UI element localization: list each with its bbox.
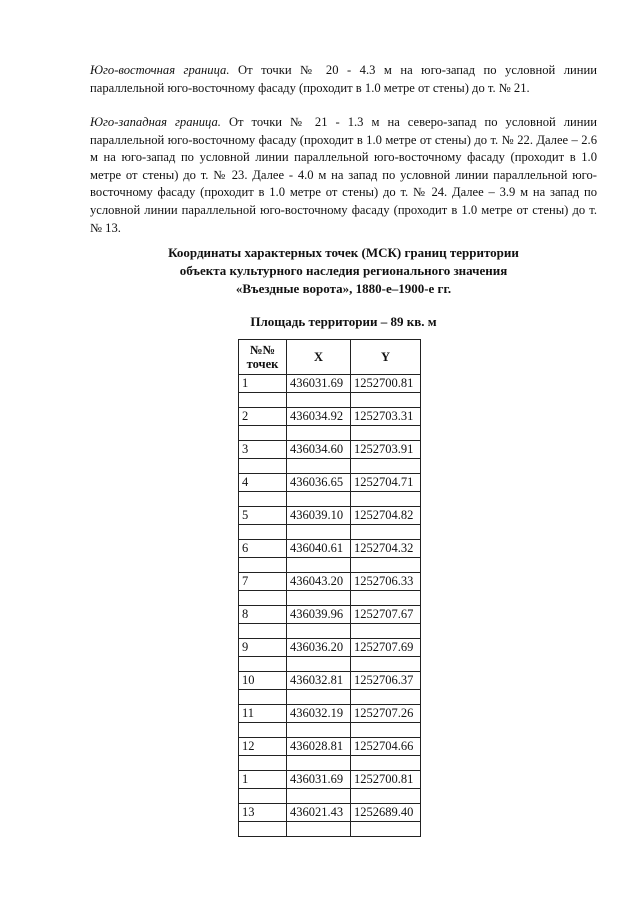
empty-cell — [239, 756, 287, 771]
table-spacer-row — [239, 624, 421, 639]
point-number-cell: 1 — [239, 375, 287, 393]
point-number-cell: 1 — [239, 771, 287, 789]
table-spacer-row — [239, 393, 421, 408]
empty-cell — [351, 426, 421, 441]
empty-cell — [351, 822, 421, 837]
empty-cell — [239, 558, 287, 573]
coordinates-title-line-1: Координаты характерных точек (МСК) границ территории — [168, 245, 519, 260]
x-coordinate-cell: 436031.69 — [287, 771, 351, 789]
y-coordinate-cell: 1252707.26 — [351, 705, 421, 723]
empty-cell — [287, 690, 351, 705]
southeast-boundary-lead: Юго-восточная граница. — [90, 63, 230, 77]
empty-cell — [351, 756, 421, 771]
table-spacer-row — [239, 525, 421, 540]
x-coordinate-cell: 436034.92 — [287, 408, 351, 426]
empty-cell — [239, 492, 287, 507]
table-row — [239, 408, 421, 426]
empty-cell — [287, 624, 351, 639]
southeast-boundary-paragraph — [90, 62, 597, 97]
x-coordinate-cell: 436021.43 — [287, 804, 351, 822]
y-coordinate-cell: 1252704.82 — [351, 507, 421, 525]
point-number-cell: 4 — [239, 474, 287, 492]
table-row — [239, 507, 421, 525]
point-number-cell: 11 — [239, 705, 287, 723]
table-row — [239, 540, 421, 558]
table-header-row — [239, 340, 421, 375]
empty-cell — [239, 459, 287, 474]
table-row — [239, 474, 421, 492]
empty-cell — [239, 657, 287, 672]
table-row — [239, 606, 421, 624]
y-coordinate-cell: 1252703.31 — [351, 408, 421, 426]
point-number-cell: 2 — [239, 408, 287, 426]
point-number-cell: 6 — [239, 540, 287, 558]
point-number-cell: 8 — [239, 606, 287, 624]
point-number-cell: 5 — [239, 507, 287, 525]
table-spacer-row — [239, 591, 421, 606]
x-coordinate-cell: 436040.61 — [287, 540, 351, 558]
coordinates-table — [238, 339, 421, 837]
table-spacer-row — [239, 756, 421, 771]
point-number-cell: 7 — [239, 573, 287, 591]
y-coordinate-cell: 1252703.91 — [351, 441, 421, 459]
empty-cell — [351, 624, 421, 639]
empty-cell — [287, 789, 351, 804]
empty-cell — [239, 723, 287, 738]
southwest-boundary-lead: Юго-западная граница. — [90, 115, 221, 129]
empty-cell — [239, 591, 287, 606]
x-coordinate-cell: 436039.10 — [287, 507, 351, 525]
y-coordinate-cell: 1252704.71 — [351, 474, 421, 492]
y-coordinate-cell: 1252707.67 — [351, 606, 421, 624]
table-spacer-row — [239, 459, 421, 474]
x-coordinate-cell: 436034.60 — [287, 441, 351, 459]
x-coordinate-cell: 436032.81 — [287, 672, 351, 690]
coordinates-title-line-3: «Въездные ворота», 1880-е–1900-е гг. — [235, 281, 452, 296]
point-number-cell: 3 — [239, 441, 287, 459]
x-coordinate-cell: 436043.20 — [287, 573, 351, 591]
x-coordinate-cell: 436036.65 — [287, 474, 351, 492]
empty-cell — [239, 393, 287, 408]
empty-cell — [287, 558, 351, 573]
empty-cell — [239, 426, 287, 441]
empty-cell — [351, 723, 421, 738]
empty-cell — [287, 756, 351, 771]
empty-cell — [287, 426, 351, 441]
table-spacer-row — [239, 657, 421, 672]
y-coordinate-cell: 1252704.66 — [351, 738, 421, 756]
x-coordinate-cell: 436032.19 — [287, 705, 351, 723]
empty-cell — [287, 525, 351, 540]
x-coordinate-cell: 436036.20 — [287, 639, 351, 657]
empty-cell — [351, 393, 421, 408]
table-spacer-row — [239, 822, 421, 837]
header-point-number — [239, 340, 287, 375]
table-row — [239, 573, 421, 591]
table-spacer-row — [239, 426, 421, 441]
southwest-boundary-text: От точки № 21 - 1.3 м на северо-запад по условной линии параллельной юго-восточному фасаду (проходит в 1.0 метре от стены) до т. № 22. Далее – 2.6 м на юго-запад по условной линии параллельной юго-восточному фасаду (проходит в 1.0 метре от стены) до т. № 23. Далее - 4.0 м на запад по условной линии параллельной юго-восточному фасаду (проходит в 1.0 метре от стены) до т. № 24. Далее – 3.9 м на запад по условной линии параллельной юго-восточному фасаду (проходит в 1.0 метре от стены) до т. № 13. — [90, 115, 597, 235]
table-row — [239, 639, 421, 657]
table-row — [239, 672, 421, 690]
empty-cell — [239, 624, 287, 639]
point-number-cell: 13 — [239, 804, 287, 822]
empty-cell — [239, 822, 287, 837]
point-number-cell: 12 — [239, 738, 287, 756]
empty-cell — [287, 657, 351, 672]
empty-cell — [351, 789, 421, 804]
empty-cell — [351, 657, 421, 672]
table-row — [239, 771, 421, 789]
southeast-boundary-text: От точки № 20 - 4.3 м на юго-запад по условной линии параллельной юго-восточному фасаду (проходит в 1.0 метре от стены) до т. № 21. — [90, 63, 597, 95]
empty-cell — [239, 690, 287, 705]
empty-cell — [351, 558, 421, 573]
table-row — [239, 804, 421, 822]
x-coordinate-cell: 436031.69 — [287, 375, 351, 393]
table-spacer-row — [239, 492, 421, 507]
empty-cell — [287, 492, 351, 507]
territory-area: Площадь территории – 89 кв. м — [250, 314, 437, 329]
table-spacer-row — [239, 558, 421, 573]
empty-cell — [287, 393, 351, 408]
table-row — [239, 375, 421, 393]
empty-cell — [287, 723, 351, 738]
table-spacer-row — [239, 723, 421, 738]
y-coordinate-cell: 1252700.81 — [351, 771, 421, 789]
x-coordinate-cell: 436039.96 — [287, 606, 351, 624]
y-coordinate-cell: 1252689.40 — [351, 804, 421, 822]
table-row — [239, 705, 421, 723]
table-spacer-row — [239, 789, 421, 804]
y-coordinate-cell: 1252706.33 — [351, 573, 421, 591]
empty-cell — [239, 789, 287, 804]
empty-cell — [287, 822, 351, 837]
empty-cell — [351, 492, 421, 507]
y-coordinate-cell: 1252707.69 — [351, 639, 421, 657]
point-number-cell: 10 — [239, 672, 287, 690]
header-x: X — [287, 340, 351, 375]
coordinates-title-line-2: объекта культурного наследия регионального значения — [179, 263, 508, 278]
empty-cell — [287, 459, 351, 474]
point-number-cell: 9 — [239, 639, 287, 657]
empty-cell — [351, 459, 421, 474]
header-point-number-line-1: №№ — [249, 343, 276, 357]
table-row — [239, 738, 421, 756]
empty-cell — [239, 525, 287, 540]
header-y: Y — [351, 340, 421, 375]
empty-cell — [287, 591, 351, 606]
table-row — [239, 441, 421, 459]
southwest-boundary-paragraph — [90, 114, 597, 237]
empty-cell — [351, 525, 421, 540]
empty-cell — [351, 690, 421, 705]
y-coordinate-cell: 1252706.37 — [351, 672, 421, 690]
y-coordinate-cell: 1252700.81 — [351, 375, 421, 393]
header-point-number-line-2: точек — [246, 357, 279, 371]
empty-cell — [351, 591, 421, 606]
coordinates-table-body — [239, 375, 421, 837]
y-coordinate-cell: 1252704.32 — [351, 540, 421, 558]
table-spacer-row — [239, 690, 421, 705]
x-coordinate-cell: 436028.81 — [287, 738, 351, 756]
